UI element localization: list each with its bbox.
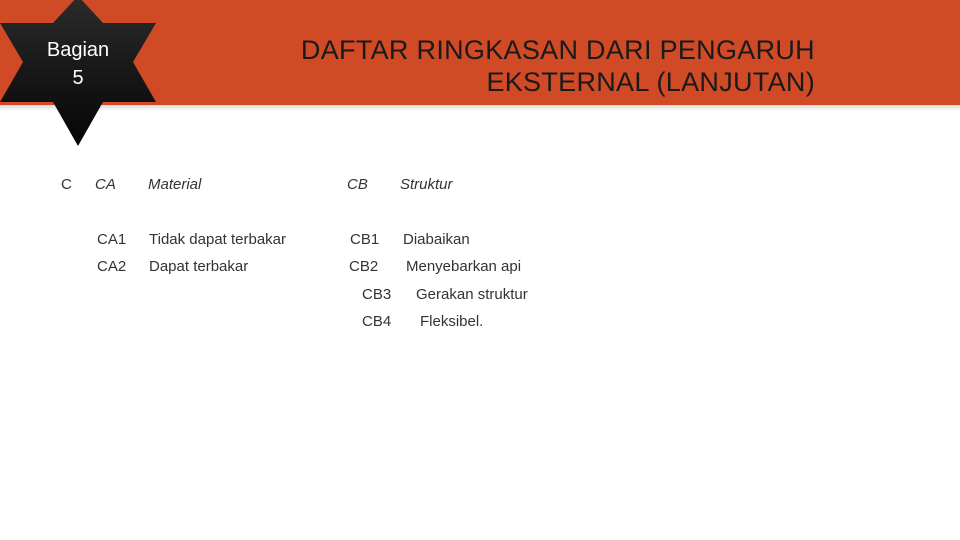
ca-row-label: Tidak dapat terbakar xyxy=(149,231,287,248)
cb-row-code: CB4 xyxy=(362,313,392,330)
cb-row-label: Diabaikan xyxy=(403,231,470,248)
cb-row-code: CB1 xyxy=(350,231,380,248)
badge-line-1: Bagian xyxy=(46,39,110,61)
cb-row-label: Menyebarkan api xyxy=(406,258,522,275)
ca-row-code: CA1 xyxy=(97,231,127,248)
title-line-2: EKSTERNAL (LANJUTAN) xyxy=(486,67,815,97)
cb-row-code: CB3 xyxy=(362,286,392,303)
cb-header: CB xyxy=(347,176,368,193)
ca-header: CA xyxy=(95,176,116,193)
category-code: C xyxy=(61,176,72,193)
cb-row-code: CB2 xyxy=(349,258,379,275)
cb-row-label: Fleksibel. xyxy=(420,313,484,330)
cb-title: Struktur xyxy=(400,176,453,193)
ca-row-label: Dapat terbakar xyxy=(149,258,249,275)
page-title xyxy=(301,34,815,98)
ca-title: Material xyxy=(148,176,202,193)
title-line-1: DAFTAR RINGKASAN DARI PENGARUH xyxy=(300,35,815,65)
badge-label xyxy=(28,36,128,92)
badge-line-2: 5 xyxy=(72,67,84,89)
ca-row-code: CA2 xyxy=(97,258,127,275)
section-badge xyxy=(0,0,160,150)
cb-row-label: Gerakan struktur xyxy=(416,286,528,303)
